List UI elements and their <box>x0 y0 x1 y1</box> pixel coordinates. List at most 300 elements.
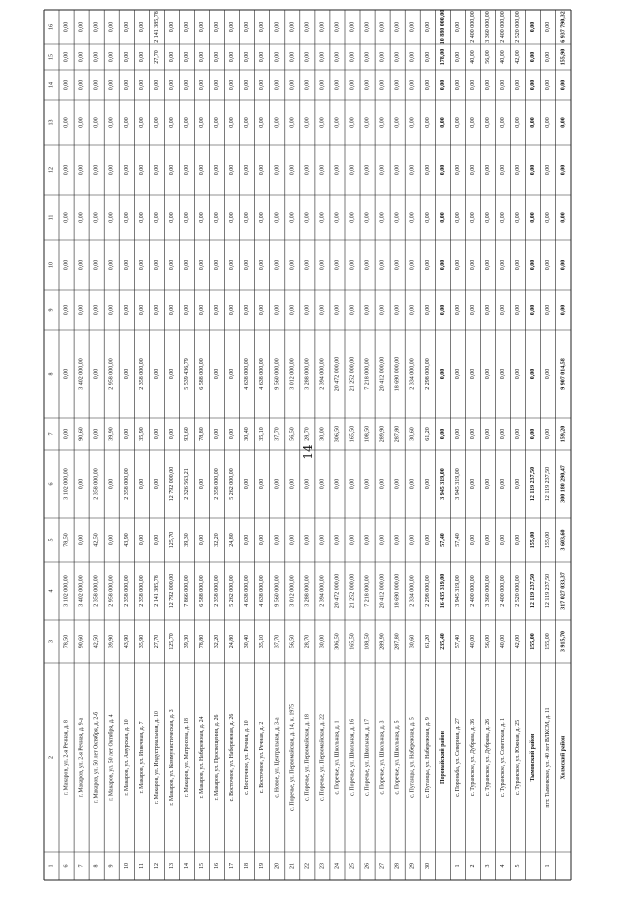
table-cell: 0,00 <box>183 117 190 128</box>
table-cell: 0,00 <box>484 428 491 440</box>
table-cell: 90,60 <box>78 427 85 441</box>
total-row-cell: 155,00 <box>530 633 537 650</box>
total-row-cell: 178,00 <box>439 48 446 66</box>
table-cell: 0,00 <box>123 304 130 316</box>
table-cell: 0,00 <box>168 212 175 223</box>
table-cell: 0,00 <box>424 79 431 91</box>
table-cell: 42,00 <box>515 634 522 649</box>
table-cell: 3 012 000,00 <box>289 575 296 607</box>
table-cell: 0,00 <box>349 534 356 546</box>
table-cell: 2 334 000,00 <box>409 575 416 607</box>
table-cell: 0,00 <box>515 79 522 91</box>
total-row-cell: 0,00 <box>530 212 537 223</box>
table-cell: с. Туранское, ул. Советская, д. 1 <box>500 718 506 797</box>
table-cell: 0,00 <box>500 368 506 380</box>
table-cell: 3 <box>484 864 491 868</box>
table-cell: 0,00 <box>484 534 491 546</box>
table-cell: 0,00 <box>364 534 371 546</box>
table-cell: 9 560 000,00 <box>274 575 281 607</box>
table-cell: 0,00 <box>364 478 371 490</box>
table-cell: 0,00 <box>123 428 130 440</box>
total-row-cell: 0,00 <box>560 212 567 223</box>
table-cell: 0,00 <box>274 117 281 128</box>
table-cell: 2 358 000,00 <box>214 575 221 607</box>
table-cell: 39,30 <box>183 533 190 547</box>
table-cell: 0,00 <box>394 164 401 176</box>
table-cell: 0,00 <box>394 534 401 546</box>
total-row-cell: 0,00 <box>439 304 446 316</box>
total-row-cell: 0,00 <box>439 428 446 440</box>
table-cell: 2 326 563,21 <box>183 468 190 500</box>
table-cell: 2 520 000,00 <box>515 575 522 607</box>
total-row-cell: 300 180 290,47 <box>560 465 567 503</box>
table-cell: 0,00 <box>229 212 236 223</box>
table-cell: 165,50 <box>349 425 356 443</box>
table-cell: 3 102 000,00 <box>63 468 70 500</box>
table-cell: 27,70 <box>153 50 160 64</box>
table-cell: 0,00 <box>214 21 221 33</box>
table-cell: 2 400 000,00 <box>469 575 476 607</box>
table-cell: 2 <box>469 864 476 868</box>
table-cell: 0,00 <box>168 21 175 33</box>
table-cell: 0,00 <box>168 259 175 271</box>
table-cell: 0,00 <box>379 534 386 546</box>
table-cell: 0,00 <box>244 534 251 546</box>
table-cell: 0,00 <box>469 368 476 380</box>
table-cell: 1 <box>545 864 552 868</box>
table-cell: 13 <box>168 863 175 869</box>
table-cell: 0,00 <box>93 304 100 316</box>
table-cell: г. Макаров, ул. Просвещения, д. 26 <box>214 714 221 801</box>
table-cell: 0,00 <box>545 51 552 63</box>
table-cell: 0,00 <box>409 534 416 546</box>
table-cell: г. Макаров, ул. 50 лет Октября, д. 2-б <box>93 711 100 804</box>
table-cell: 0,00 <box>78 534 85 546</box>
table-cell: 15 <box>199 863 205 869</box>
table-cell: 0,00 <box>78 259 85 271</box>
total-row-cell: 10 880 000,00 <box>439 9 446 45</box>
table-cell: 78,50 <box>63 634 70 649</box>
table-cell: 0,00 <box>500 117 506 128</box>
table-cell: 5 262 000,00 <box>229 468 236 500</box>
table-cell: 0,00 <box>334 304 341 316</box>
table-cell: 0,00 <box>78 478 85 490</box>
table-cell: 4 638 000,00 <box>244 358 251 390</box>
total-row-cell: 317 027 033,37 <box>560 572 567 610</box>
table-cell: 0,00 <box>138 164 145 176</box>
table-cell: 0,00 <box>304 478 311 490</box>
table-cell: 0,00 <box>484 368 491 380</box>
table-cell: 125,70 <box>168 531 175 549</box>
table-cell: 3 402 000,00 <box>78 358 85 390</box>
table-cell: 0,00 <box>469 79 476 91</box>
table-cell: 0,00 <box>168 79 175 91</box>
total-row-cell: 0,00 <box>530 51 537 63</box>
total-row-cell: 0,00 <box>439 212 446 223</box>
table-cell: 0,00 <box>123 51 130 63</box>
table-cell: 0,00 <box>183 164 190 176</box>
table-cell: 0,00 <box>334 117 341 128</box>
table-cell: 0,00 <box>349 164 356 176</box>
table-cell: 0,00 <box>334 51 341 63</box>
table-cell: 0,00 <box>244 478 251 490</box>
table-cell: 0,00 <box>409 478 416 490</box>
table-cell: 17 <box>229 863 236 869</box>
table-cell: 2 141 385,78 <box>153 11 160 43</box>
table-cell: 35,90 <box>138 427 145 441</box>
table-cell: 0,00 <box>394 304 401 316</box>
table-cell: 2 394 000,00 <box>319 358 326 390</box>
table-cell: 24 <box>334 863 341 869</box>
table-cell: 40,00 <box>500 634 506 649</box>
table-cell: 0,00 <box>274 79 281 91</box>
table-cell: 165,50 <box>349 633 356 650</box>
table-cell: 0,00 <box>379 117 386 128</box>
table-cell: 0,00 <box>168 304 175 316</box>
column-header: 5 <box>48 538 55 542</box>
table-cell: 0,00 <box>78 164 85 176</box>
table-cell: 5 539 436,79 <box>183 358 190 390</box>
table-cell: 0,00 <box>545 304 552 316</box>
total-row-cell: Поронайский район <box>439 731 446 784</box>
total-row-cell: 235,40 <box>439 633 446 650</box>
table-cell: 0,00 <box>545 21 552 33</box>
table-cell: 30,60 <box>409 634 416 649</box>
table-cell: 2 358 000,00 <box>138 358 145 390</box>
table-cell: 0,00 <box>63 304 70 316</box>
table-cell: 0,00 <box>289 478 296 490</box>
table-cell: 0,00 <box>93 51 100 63</box>
table-cell: 0,00 <box>515 368 522 380</box>
table-cell: 2 400 000,00 <box>500 11 506 43</box>
table-cell: 5 262 000,00 <box>229 575 236 607</box>
table-cell: с. Восточное, ул. Речная, д. 10 <box>244 720 251 795</box>
table-cell: 0,00 <box>229 117 236 128</box>
table-cell: 0,00 <box>319 534 326 546</box>
total-row-cell: Холмский район <box>560 735 567 780</box>
table-cell: 9 <box>108 864 115 868</box>
table-cell: 0,00 <box>349 21 356 33</box>
table-cell: 0,00 <box>259 304 266 316</box>
table-cell: 3 360 000,00 <box>484 11 491 43</box>
table-cell: 20 <box>274 863 281 869</box>
table-cell: 0,00 <box>349 478 356 490</box>
table-cell: 0,00 <box>214 428 221 440</box>
table-cell: 28,70 <box>304 634 311 649</box>
table-cell: 0,00 <box>364 259 371 271</box>
table-cell: 0,00 <box>409 51 416 63</box>
table-cell: 0,00 <box>500 259 506 271</box>
table-cell: 306,50 <box>334 425 341 443</box>
table-cell: 8 <box>93 864 100 868</box>
table-cell: 3 402 000,00 <box>78 575 85 607</box>
table-cell: 61,20 <box>424 634 431 649</box>
table-cell: с. Поречье, ул. Первомайская, д. 22 <box>319 714 326 801</box>
table-cell: 0,00 <box>63 117 70 128</box>
table-cell: 32,20 <box>214 634 221 649</box>
table-cell: с. Поречье, ул. Школьная, д. 17 <box>364 719 371 796</box>
table-cell: с. Поречье, ул. Первомайская, д. 14, к. 1975 <box>289 703 296 812</box>
table-cell: 12 119 237,50 <box>545 573 552 609</box>
total-row-cell: 6 937 790,32 <box>560 11 567 43</box>
table-cell: 2 400 000,00 <box>500 575 506 607</box>
table-cell: 0,00 <box>229 164 236 176</box>
table-cell: с. Пороньба, ул. Северная, д. 27 <box>454 718 461 797</box>
table-cell: 0,00 <box>168 51 175 63</box>
table-cell: 0,00 <box>78 212 85 223</box>
table-cell: 0,00 <box>93 368 100 380</box>
table-cell: 0,00 <box>349 117 356 128</box>
table-cell: 7 866 000,00 <box>183 575 190 607</box>
table-cell: 37,70 <box>274 634 281 649</box>
table-cell: с. Поречье, ул. Школьная, д. 16 <box>349 719 356 796</box>
table-cell: 0,00 <box>469 259 476 271</box>
column-header: 4 <box>48 589 55 593</box>
table-cell: 0,00 <box>469 534 476 546</box>
total-row-cell: 0,00 <box>530 164 537 176</box>
table-cell: 4 638 000,00 <box>259 575 266 607</box>
table-cell: 21 <box>289 863 296 869</box>
table-cell: 30,40 <box>244 634 251 649</box>
table-cell: 0,00 <box>515 259 522 271</box>
table-cell: 0,00 <box>183 304 190 316</box>
table-cell: 0,00 <box>379 164 386 176</box>
total-row-cell: 0,00 <box>530 79 537 91</box>
table-cell: 0,00 <box>153 478 160 490</box>
table-cell: 0,00 <box>379 304 386 316</box>
table-cell: с. Туранское, ул. Дубрава, д. 36 <box>469 718 476 797</box>
table-cell: 0,00 <box>545 428 552 440</box>
table-cell: 0,00 <box>78 79 85 91</box>
table-cell: 0,00 <box>274 21 281 33</box>
table-cell: 0,00 <box>153 368 160 380</box>
table-cell: 0,00 <box>259 534 266 546</box>
table-cell: 0,00 <box>545 368 552 380</box>
table-cell: 0,00 <box>409 259 416 271</box>
table-cell: 0,00 <box>454 368 461 380</box>
table-cell: 11 <box>138 863 145 869</box>
table-cell: 0,00 <box>63 21 70 33</box>
table-cell: 0,00 <box>244 79 251 91</box>
column-header: 11 <box>48 214 55 221</box>
total-row-cell: 0,00 <box>439 164 446 176</box>
table-cell: 0,00 <box>289 79 296 91</box>
table-cell: 43,90 <box>123 634 130 649</box>
table-cell: 2 358 000,00 <box>93 575 100 607</box>
column-header: 3 <box>48 640 55 643</box>
table-cell: 0,00 <box>454 79 461 91</box>
table-cell: г. Макаров, ул. Амурская, д. 10 <box>123 719 130 796</box>
table-cell: с. Пуганцы, ул. Набережная, д. 5 <box>409 717 416 798</box>
table-cell: 0,00 <box>199 51 205 63</box>
table-cell: 0,00 <box>93 117 100 128</box>
table-cell: 0,00 <box>364 304 371 316</box>
table-cell: 0,00 <box>229 368 236 380</box>
table-cell: 0,00 <box>364 21 371 33</box>
table-cell: 2 958 000,00 <box>108 575 115 607</box>
table-cell: 0,00 <box>108 259 115 271</box>
table-cell: 0,00 <box>334 79 341 91</box>
table-cell: 0,00 <box>304 164 311 176</box>
table-cell: 0,00 <box>199 478 205 490</box>
table-cell: 0,00 <box>93 79 100 91</box>
table-cell: 29 <box>409 863 416 869</box>
table-cell: 0,00 <box>349 79 356 91</box>
total-row-cell: 57,40 <box>439 533 446 547</box>
column-header: 1 <box>48 864 55 868</box>
table-cell: 0,00 <box>379 212 386 223</box>
table-cell: 108,50 <box>364 425 371 443</box>
table-cell: 0,00 <box>394 259 401 271</box>
table-cell: 0,00 <box>364 212 371 223</box>
table-cell: 0,00 <box>63 79 70 91</box>
table-cell: 0,00 <box>183 21 190 33</box>
table-cell: 0,00 <box>168 164 175 176</box>
total-row-cell: 0,00 <box>530 368 537 380</box>
total-row-cell: 3 915,70 <box>560 631 567 652</box>
table-cell: 0,00 <box>274 212 281 223</box>
table-cell: 78,80 <box>199 427 205 441</box>
table-cell: 0,00 <box>199 79 205 91</box>
table-cell: 0,00 <box>138 259 145 271</box>
table-cell: 0,00 <box>304 259 311 271</box>
table-cell: 0,00 <box>274 164 281 176</box>
table-cell: 1 <box>454 864 461 868</box>
table-cell: 0,00 <box>515 212 522 223</box>
table-cell: 3 288 000,00 <box>304 575 311 607</box>
table-cell: 12 <box>153 863 160 869</box>
total-row-cell: 12 119 237,50 <box>530 573 537 609</box>
total-row-cell: 0,00 <box>560 79 567 91</box>
table-cell: 0,00 <box>123 259 130 271</box>
table-cell: 0,00 <box>454 21 461 33</box>
table-cell: 0,00 <box>214 164 221 176</box>
table-cell: 0,00 <box>214 117 221 128</box>
table-cell: 43,90 <box>123 533 130 547</box>
table-cell: с. Восточное, ул. Речная, д. 2 <box>259 721 266 794</box>
table-cell: 25 <box>349 863 356 869</box>
total-row-cell: 0,00 <box>439 368 446 380</box>
table-cell: 0,00 <box>259 259 266 271</box>
table-cell: 0,00 <box>454 51 461 63</box>
table-cell: 0,00 <box>545 164 552 176</box>
table-cell: 40,00 <box>469 634 476 649</box>
table-cell: 0,00 <box>454 304 461 316</box>
table-cell: 0,00 <box>138 304 145 316</box>
table-cell: 0,00 <box>515 304 522 316</box>
table-cell: 0,00 <box>123 117 130 128</box>
table-cell: 0,00 <box>349 304 356 316</box>
table-cell: 0,00 <box>394 478 401 490</box>
table-cell: 289,90 <box>379 633 386 650</box>
table-cell: 0,00 <box>123 212 130 223</box>
table-cell: 0,00 <box>394 79 401 91</box>
table-cell: 0,00 <box>199 164 205 176</box>
table-cell: 93,60 <box>183 427 190 441</box>
table-cell: 39,90 <box>108 427 115 441</box>
table-cell: 0,00 <box>349 51 356 63</box>
table-cell: 0,00 <box>153 117 160 128</box>
table-cell: 26 <box>364 863 371 869</box>
table-cell: 18 690 000,00 <box>394 573 401 609</box>
column-header: 15 <box>48 54 55 60</box>
table-cell: 0,00 <box>484 117 491 128</box>
table-cell: 0,00 <box>138 51 145 63</box>
table-cell: 35,90 <box>138 634 145 649</box>
total-row-cell: 16 435 319,00 <box>439 573 446 609</box>
table-cell: 0,00 <box>319 259 326 271</box>
table-cell: 30,40 <box>244 427 251 441</box>
table-cell: 0,00 <box>63 212 70 223</box>
column-header: 14 <box>48 82 55 88</box>
table-cell: 0,00 <box>259 21 266 33</box>
table-cell: 27 <box>379 863 386 869</box>
table-cell: 0,00 <box>199 534 205 546</box>
table-cell: 42,00 <box>515 50 522 64</box>
table-cell: 0,00 <box>364 79 371 91</box>
table-cell: г. Макаров, ул. 50 лет Октября, д. 4 <box>108 714 115 801</box>
total-row-cell: 0,00 <box>530 21 537 33</box>
total-row-cell: 0,00 <box>439 117 446 128</box>
table-cell: 22 <box>304 863 311 869</box>
table-cell: 0,00 <box>319 164 326 176</box>
table-cell: 78,80 <box>199 634 205 649</box>
table-cell: 0,00 <box>409 117 416 128</box>
table-cell: 0,00 <box>424 21 431 33</box>
total-row-cell: 3 945 319,00 <box>439 468 446 500</box>
table-cell: 0,00 <box>469 304 476 316</box>
total-row-cell: 0,00 <box>560 259 567 271</box>
table-cell: 155,00 <box>545 633 552 650</box>
table-cell: 0,00 <box>289 117 296 128</box>
table-cell: 0,00 <box>229 304 236 316</box>
table-cell: 2 394 000,00 <box>319 575 326 607</box>
table-cell: 5 <box>515 864 522 868</box>
table-cell: 0,00 <box>153 534 160 546</box>
table-cell: 0,00 <box>244 51 251 63</box>
table-cell: 19 <box>259 863 266 869</box>
table-cell: 0,00 <box>259 51 266 63</box>
table-cell: 0,00 <box>274 304 281 316</box>
table-cell: 0,00 <box>229 259 236 271</box>
table-cell: 0,00 <box>334 212 341 223</box>
table-cell: 0,00 <box>515 534 522 546</box>
table-cell: 30,60 <box>409 427 416 441</box>
table-cell: 0,00 <box>108 21 115 33</box>
table-cell: 0,00 <box>304 117 311 128</box>
table-cell: 0,00 <box>93 428 100 440</box>
table-cell: 0,00 <box>424 51 431 63</box>
table-cell: 56,50 <box>289 634 296 649</box>
total-row-cell: 9 907 014,58 <box>560 358 567 390</box>
table-cell: с. Поречье, ул. Школьная, д. 3 <box>379 720 386 795</box>
table-cell: 0,00 <box>304 51 311 63</box>
table-cell: 0,00 <box>500 79 506 91</box>
table-cell: 0,00 <box>500 478 506 490</box>
table-cell: 39,30 <box>183 634 190 649</box>
table-cell: 0,00 <box>138 21 145 33</box>
table-cell: 0,00 <box>304 534 311 546</box>
table-cell: 0,00 <box>424 478 431 490</box>
total-row-cell: 159,20 <box>560 425 567 443</box>
table-cell: 0,00 <box>138 478 145 490</box>
total-row-cell: 0,00 <box>530 428 537 440</box>
total-row-cell: 0,00 <box>439 259 446 271</box>
table-cell: 0,00 <box>304 304 311 316</box>
table-cell: 3 102 000,00 <box>63 575 70 607</box>
total-row-cell: Тымовский район <box>530 733 537 782</box>
table-cell: 0,00 <box>183 51 190 63</box>
